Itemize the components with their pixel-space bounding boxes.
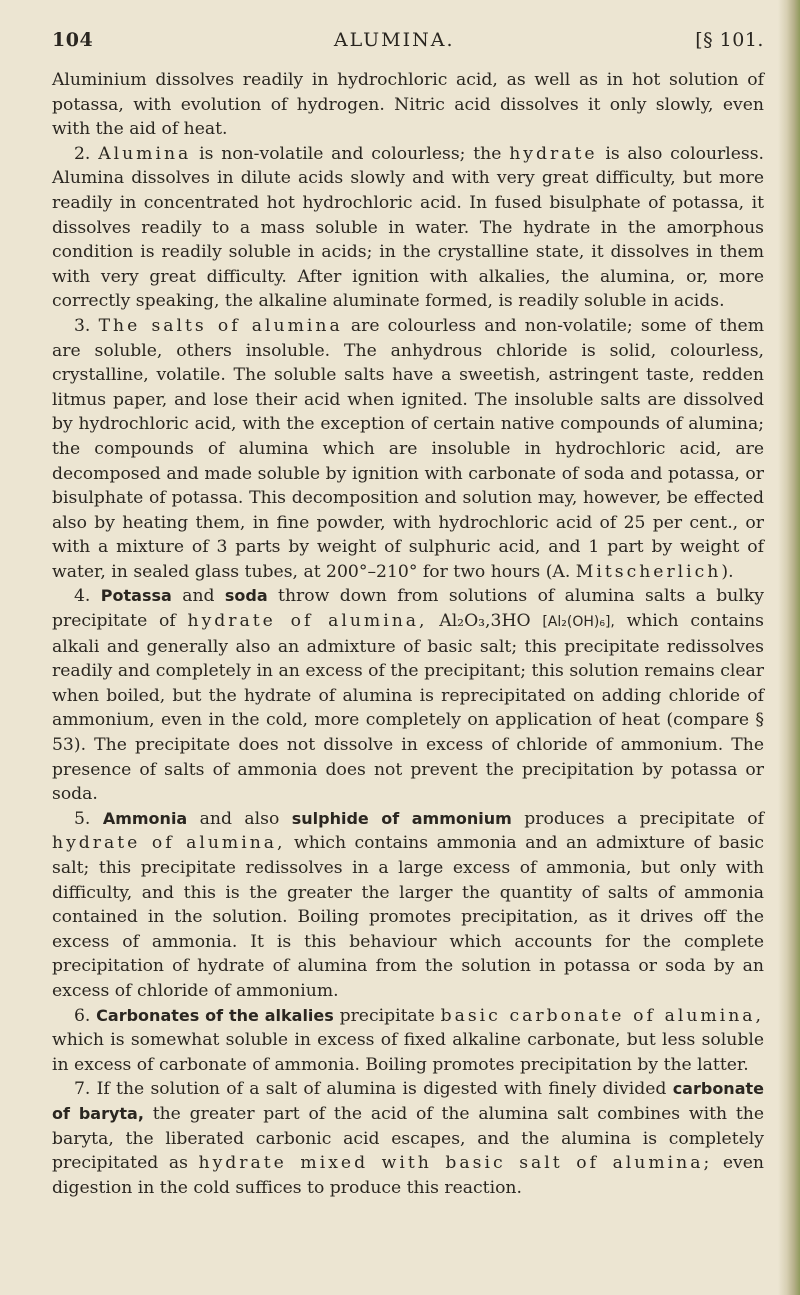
paragraph-2: 2. Alumina is non-volatile and colourless; the hydrate is also colourless. Alumina dissolves in dilute acids slowly and with very great difficulty, but more readily in concentrated hot hydrochloric acid. In fused bisulphate of potassa, it dissolves readily to a mass soluble in water. The hydrate in the amorphous condition is readily soluble in acids; in the crystalline state, it dissolves in them with very great difficulty. After ignition with alkalies, the alumina, or, more correctly speaking, the alkaline aluminate formed, is readily soluble in acids. <box>52 143 765 312</box>
paragraph-aluminium: Aluminium dissolves readily in hydrochloric acid, as well as in hot solution of potassa, with evolution of hydrogen. Nitric acid dissolves it only slowly, even with the aid of heat. <box>52 70 764 140</box>
page-edge <box>778 0 800 1295</box>
page-title: ALUMINA. <box>333 29 455 51</box>
running-head <box>52 28 764 58</box>
book-page <box>52 28 764 1200</box>
paragraph-5: 5. Ammonia and also sulphide of ammonium produces a precipitate of hydrate of alumina, which contains ammonia and an admixture of basic salt; this precipitate redissolves in a large excess of ammonia, but only with difficulty, and this is the greater the larger the quantity of salts of ammonia contained in the solution. Boiling promotes precipitation, as it drives off the excess of ammonia. It is this behaviour which accounts for the complete precipitation of hydrate of alumina from the solution in potassa or soda by an excess of chloride of ammonium. <box>52 808 764 1001</box>
paragraph-4: 4. Potassa and soda throw down from solutions of alumina salts a bulky precipitate of hydrate of alumina, Al₂O₃,3HO [Al₂(OH)₆], which contains alkali and generally also an admixture of basic salt; this precipitate redissolves readily and completely in an excess of the precipitant; this solution remains clear when boiled, but the hydrate of alumina is reprecipitated on adding chloride of ammonium, even in the cold, more completely on application of heat (compare § 53). The precipitate does not dissolve in excess of chloride of ammonium. The presence of salts of ammonia does not prevent the precipitation by potassa or soda. <box>52 586 764 805</box>
page-number: 104 <box>52 29 94 51</box>
paragraph-7: 7. If the solution of a salt of alumina is digested with finely divided carbonate of baryta, the greater part of the acid of the alumina salt combines with the baryta, the liberated carbonic acid escapes, and the alumina is completely precipitated as hydrate mixed with basic salt of alumina; even digestion in the cold suffices to produce this reaction. <box>52 1079 764 1198</box>
paragraph-6: 6. Carbonates of the alkalies precipitate basic carbonate of alumina, which is somewhat soluble in excess of fixed alkaline carbonate, but less soluble in excess of carbonate of ammonia. Boiling promotes precipitation by the latter. <box>52 1005 765 1075</box>
paragraph-3: 3. The salts of alumina are colourless and non-volatile; some of them are soluble, others insoluble. The anhydrous chloride is solid, colourless, crystalline, volatile. The soluble salts have a sweetish, astringent taste, redden litmus paper, and lose their acid when ignited. The insoluble salts are dissolved by hydrochloric acid, with the exception of certain native compounds of alumina; the compounds of alumina which are insoluble in hydrochloric acid, are decomposed and made soluble by ignition with carbonate of soda and potassa, or bisulphate of potassa. This decomposition and solution may, however, be effected also by heating them, in fine powder, with hydrochloric acid of 25 per cent., or with a mixture of 3 parts by weight of sulphuric acid, and 1 part by weight of water, in sealed glass tubes, at 200°–210° for two hours (A. Mitscherlich). <box>52 315 764 582</box>
section-ref: [§ 101. <box>695 29 764 51</box>
